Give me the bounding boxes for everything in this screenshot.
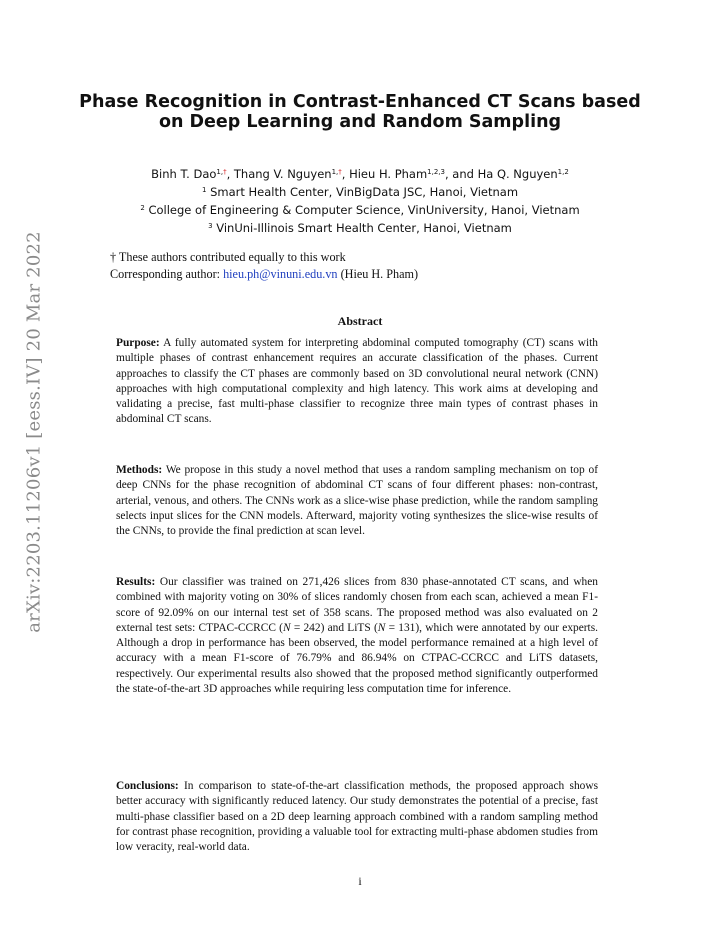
affiliation-text: College of Engineering & Computer Science, VinUniversity, Hanoi, Vietnam	[148, 203, 580, 217]
results-text: = 131), which were annotated by our experts. Although a drop in performance has been observed, the model performance remained at a high level of accuracy with a mean F1-score of 76.79% and 86.94% on CTPAC-CCRCC and LiTS datasets, respectively. Our experimental results also showed that the proposed method significantly outperformed the state-of-the-art 3D approaches while requiring less computation time for inference.	[116, 621, 598, 696]
equal-contribution-dagger: †	[223, 168, 227, 176]
results-text: Our classifier was trained on 271,426 slices from 830 phase-annotated CT scans, and when combined with majority voting on 30% of slices randomly chosen from each scan, achieved a mean F1-score of 92.09% on our internal test set of 358 scans. The proposed method was also evaluated on 2 external test sets: CTPAC-CCRCC (	[116, 576, 598, 634]
equal-contribution-dagger: †	[338, 168, 342, 176]
author-list	[60, 165, 660, 183]
page-number: i	[358, 874, 362, 888]
author-block	[60, 165, 660, 237]
email-link[interactable]: hieu.ph@vinuni.edu.vn	[223, 267, 338, 281]
author-separator: ,	[226, 167, 234, 181]
affiliation-line	[60, 183, 660, 201]
author-separator: , and	[444, 167, 478, 181]
corresponding-suffix: (Hieu H. Pham)	[337, 267, 419, 281]
corresponding-author-note	[110, 266, 630, 283]
conclusions-text: In comparison to state-of-the-art classification methods, the proposed approach shows better accuracy with significantly reduced latency. Our study demonstrates the potential of a precise, fast multi-phase classifier based on a 2D deep learning approach combined with a random sampling method for contrast phase recognition, providing a valuable tool for extracting multi-phase abdomen studies from low veracity, real-world data.	[116, 780, 598, 854]
methods-text: We propose in this study a novel method that uses a random sampling mechanism on top of deep CNNs for the phase recognition of abdominal CT scans of four different phases: non-contrast, arterial, venous, and others. The CNNs work as a slice-wise phase prediction, while the random sampling selects input slices for the CNN models. Afterward, majority voting synthesizes the slice-wise results of the CNNs, to provide the final prediction at scan level.	[116, 464, 598, 538]
author-notes	[110, 249, 630, 283]
corresponding-prefix: Corresponding author:	[110, 267, 224, 281]
abstract-heading: Abstract	[337, 314, 383, 328]
author-name: Binh T. Dao	[151, 167, 217, 181]
purpose-label: Purpose:	[116, 337, 160, 349]
equal-contribution-note: † These authors contributed equally to this work	[110, 250, 346, 264]
affiliation-line	[60, 201, 660, 219]
affiliation-number: 2	[140, 204, 145, 212]
affiliation-number: 3	[208, 222, 213, 230]
author-separator: ,	[341, 167, 350, 181]
author-affiliation-mark: 1,	[331, 168, 339, 176]
author-affiliation-mark: 1,2,3	[427, 168, 445, 176]
conclusions-label: Conclusions:	[116, 780, 179, 792]
results-text: = 242) and LiTS (	[290, 621, 378, 634]
author-affiliation-mark: 1,	[216, 168, 224, 176]
affiliation-text: Smart Health Center, VinBigData JSC, Hanoi, Vietnam	[210, 185, 519, 199]
author-name: Thang V. Nguyen	[233, 167, 332, 181]
author-name: Ha Q. Nguyen	[477, 167, 558, 181]
title-line-2: on Deep Learning and Random Sampling	[158, 112, 562, 132]
author-name: Hieu H. Pham	[349, 167, 428, 181]
sample-size-variable: N	[377, 621, 386, 634]
abstract-conclusions	[116, 779, 598, 855]
title-line-1: Phase Recognition in Contrast-Enhanced CT Scans based	[79, 92, 641, 112]
abstract-purpose	[116, 336, 598, 428]
arxiv-stamp: arXiv:2203.11206v1 [eess.IV] 20 Mar 2022	[23, 231, 45, 633]
affiliation-line	[60, 219, 660, 237]
affiliation-text: VinUni-Illinois Smart Health Center, Hanoi, Vietnam	[216, 221, 512, 235]
abstract-methods	[116, 463, 598, 539]
author-affiliation-mark: 1,2	[557, 168, 569, 176]
affiliation-number: 1	[201, 186, 207, 194]
paper-title	[60, 92, 660, 132]
methods-label: Methods:	[116, 464, 163, 476]
abstract-results	[116, 575, 598, 697]
results-label: Results:	[116, 576, 156, 588]
sample-size-variable: N	[282, 621, 291, 634]
purpose-text: A fully automated system for interpreting abdominal computed tomography (CT) scans with multiple phases of contrast enhancement requires an accurate classification of the phases. Current approaches to classify the CT phases are commonly based on 3D convolutional neural network (CNN) approaches with high computational complexity and high latency. This work aims at developing and validating a precise, fast multi-phase classifier to recognize three main types of contrast phases in abdominal CT scans.	[116, 337, 598, 426]
